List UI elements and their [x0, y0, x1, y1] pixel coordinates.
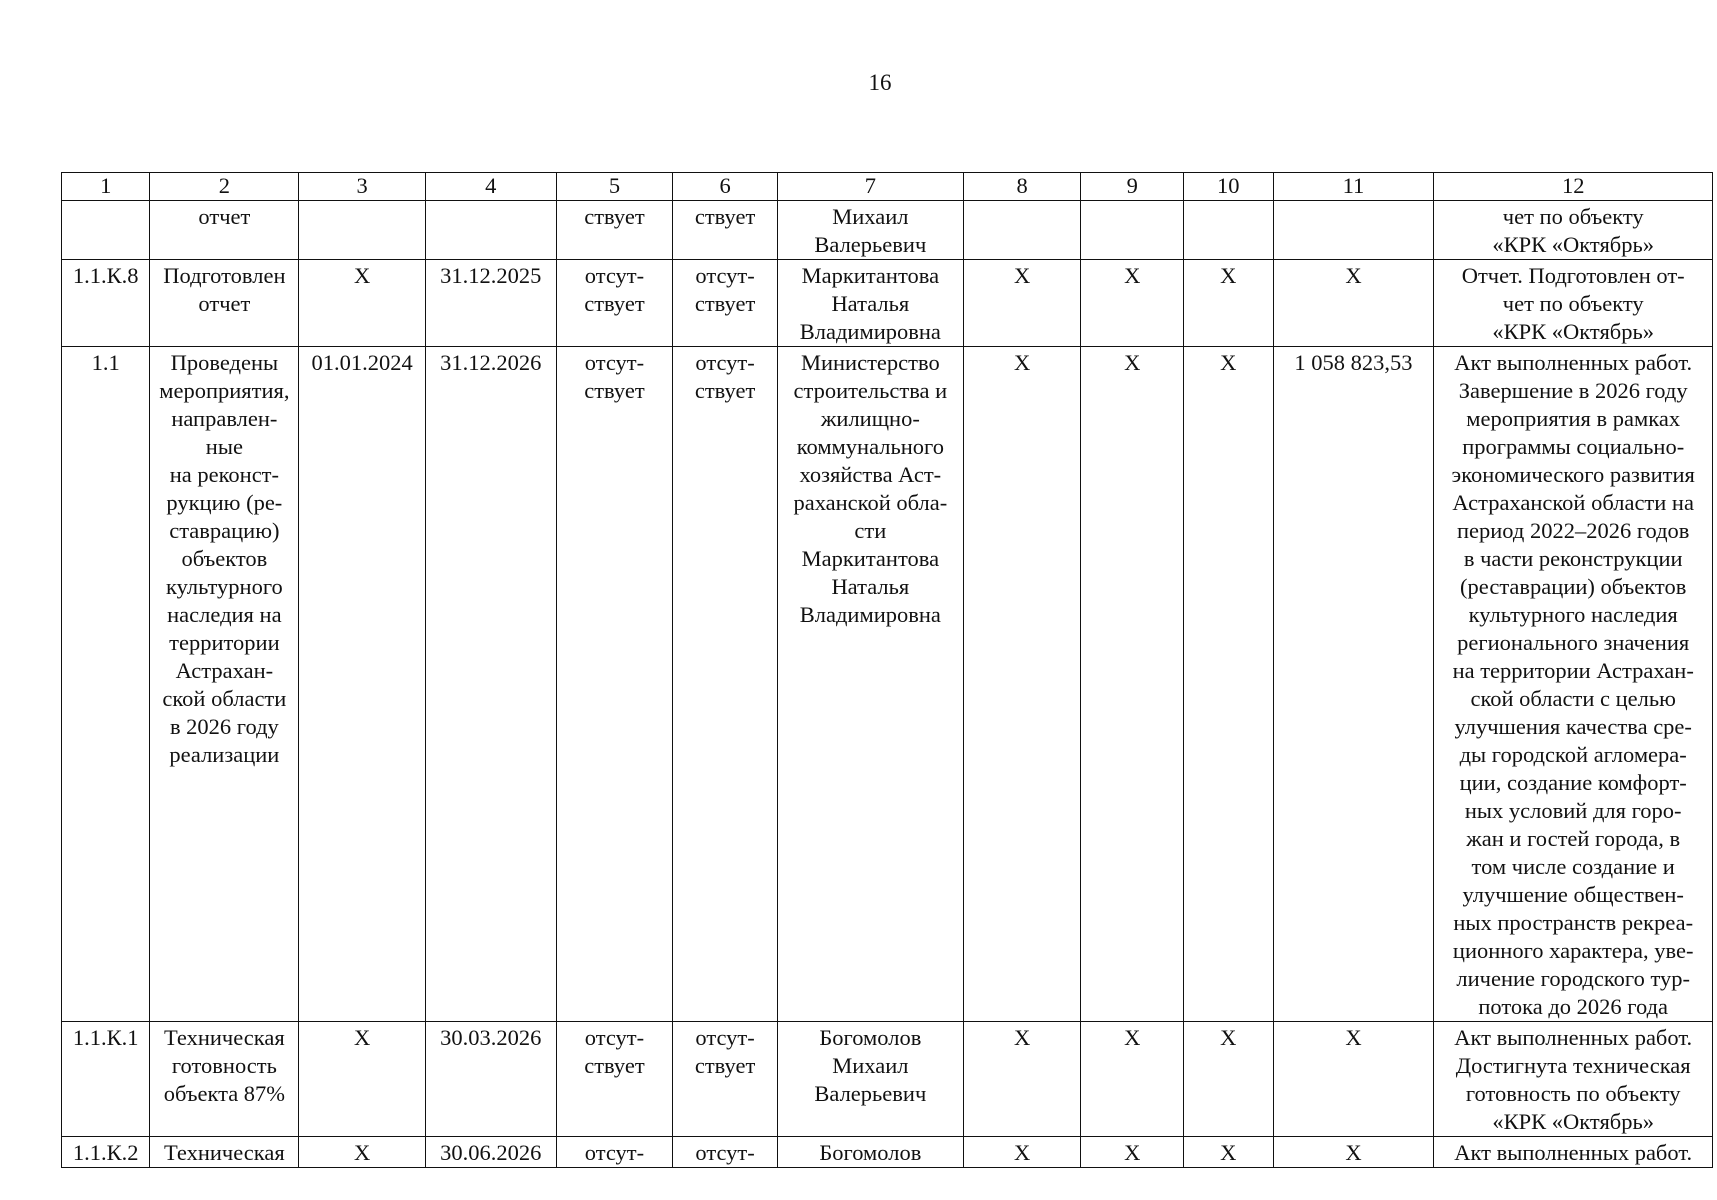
responsible: Михаил Валерьевич	[777, 201, 963, 260]
end-date	[425, 201, 556, 260]
amount: Х	[1273, 1022, 1434, 1137]
result-name: отчет	[150, 201, 299, 260]
cell-col-9: Х	[1081, 347, 1184, 1022]
result-description: Акт выполненных работ. Завершение в 2026 году мероприятия в рамках программы социально- экономического развития Астраханской области на период 2022–2026 годов в части реконструкции (реставрации) объектов культурного наследия регионального значения на территории Астрахан- ской области с целью улучшения качества сре- ды городской агломера- ции, создание комфорт- ных условий для горо- жан и гостей города, в том числе создание и улучшение обществен- ных пространств рекреа- ционного характера, уве- личение городского тур- потока до 2026 года	[1434, 347, 1713, 1022]
cell-col-5: отсут- ствует	[556, 347, 673, 1022]
end-date: 30.06.2026	[425, 1137, 556, 1168]
row-code: 1.1	[62, 347, 150, 1022]
cell-col-5: отсут- ствует	[556, 1022, 673, 1137]
start-date: Х	[299, 1022, 426, 1137]
cell-col-10: Х	[1184, 347, 1273, 1022]
result-name: Проведены мероприятия, направлен- ные на реконст- рукцию (ре- ставрацию) объектов культурного наследия на территории Астрахан- ской области в 2026 году реализации	[150, 347, 299, 1022]
column-number: 6	[673, 173, 778, 201]
responsible: Министерство строительства и жилищно- коммунального хозяйства Аст- раханской обла- сти Маркитантова Наталья Владимировна	[777, 347, 963, 1022]
column-number: 2	[150, 173, 299, 201]
cell-col-6: отсут-	[673, 1137, 778, 1168]
column-number: 1	[62, 173, 150, 201]
start-date: Х	[299, 260, 426, 347]
start-date: 01.01.2024	[299, 347, 426, 1022]
row-code: 1.1.К.8	[62, 260, 150, 347]
column-number: 9	[1081, 173, 1184, 201]
cell-col-8: Х	[963, 260, 1081, 347]
cell-col-8: Х	[963, 1137, 1081, 1168]
table-row	[62, 1022, 1713, 1137]
table-row	[62, 201, 1713, 260]
end-date: 30.03.2026	[425, 1022, 556, 1137]
cell-col-6: отсут- ствует	[673, 260, 778, 347]
column-number: 5	[556, 173, 673, 201]
activity-table	[61, 172, 1713, 1168]
result-description: чет по объекту «КРК «Октябрь»	[1434, 201, 1713, 260]
result-description: Отчет. Подготовлен от- чет по объекту «КРК «Октябрь»	[1434, 260, 1713, 347]
column-number: 12	[1434, 173, 1713, 201]
start-date: Х	[299, 1137, 426, 1168]
column-number: 7	[777, 173, 963, 201]
cell-col-9: Х	[1081, 1022, 1184, 1137]
row-code: 1.1.К.2	[62, 1137, 150, 1168]
cell-col-5: ствует	[556, 201, 673, 260]
cell-col-8	[963, 201, 1081, 260]
column-number: 8	[963, 173, 1081, 201]
column-number: 10	[1184, 173, 1273, 201]
cell-col-8: Х	[963, 1022, 1081, 1137]
row-code	[62, 201, 150, 260]
cell-col-10: Х	[1184, 1022, 1273, 1137]
result-description: Акт выполненных работ. Достигнута техническая готовность по объекту «КРК «Октябрь»	[1434, 1022, 1713, 1137]
page-number: 16	[868, 70, 892, 95]
cell-col-5: отсут-	[556, 1137, 673, 1168]
result-name: Техническая	[150, 1137, 299, 1168]
column-number-row	[62, 173, 1713, 201]
table-row	[62, 347, 1713, 1022]
amount	[1273, 201, 1434, 260]
cell-col-6: отсут- ствует	[673, 347, 778, 1022]
result-name: Подготовлен отчет	[150, 260, 299, 347]
end-date: 31.12.2025	[425, 260, 556, 347]
column-number: 4	[425, 173, 556, 201]
responsible: Маркитантова Наталья Владимировна	[777, 260, 963, 347]
start-date	[299, 201, 426, 260]
cell-col-6: ствует	[673, 201, 778, 260]
row-code: 1.1.К.1	[62, 1022, 150, 1137]
cell-col-9: Х	[1081, 1137, 1184, 1168]
cell-col-10	[1184, 201, 1273, 260]
cell-col-9	[1081, 201, 1184, 260]
amount: 1 058 823,53	[1273, 347, 1434, 1022]
table-row	[62, 260, 1713, 347]
cell-col-6: отсут- ствует	[673, 1022, 778, 1137]
cell-col-5: отсут- ствует	[556, 260, 673, 347]
result-name: Техническая готовность объекта 87%	[150, 1022, 299, 1137]
column-number: 11	[1273, 173, 1434, 201]
cell-col-10: Х	[1184, 260, 1273, 347]
responsible: Богомолов Михаил Валерьевич	[777, 1022, 963, 1137]
result-description: Акт выполненных работ.	[1434, 1137, 1713, 1168]
column-number: 3	[299, 173, 426, 201]
cell-col-8: Х	[963, 347, 1081, 1022]
cell-col-10: Х	[1184, 1137, 1273, 1168]
amount: Х	[1273, 260, 1434, 347]
table-row	[62, 1137, 1713, 1168]
amount: Х	[1273, 1137, 1434, 1168]
responsible: Богомолов	[777, 1137, 963, 1168]
cell-col-9: Х	[1081, 260, 1184, 347]
end-date: 31.12.2026	[425, 347, 556, 1022]
